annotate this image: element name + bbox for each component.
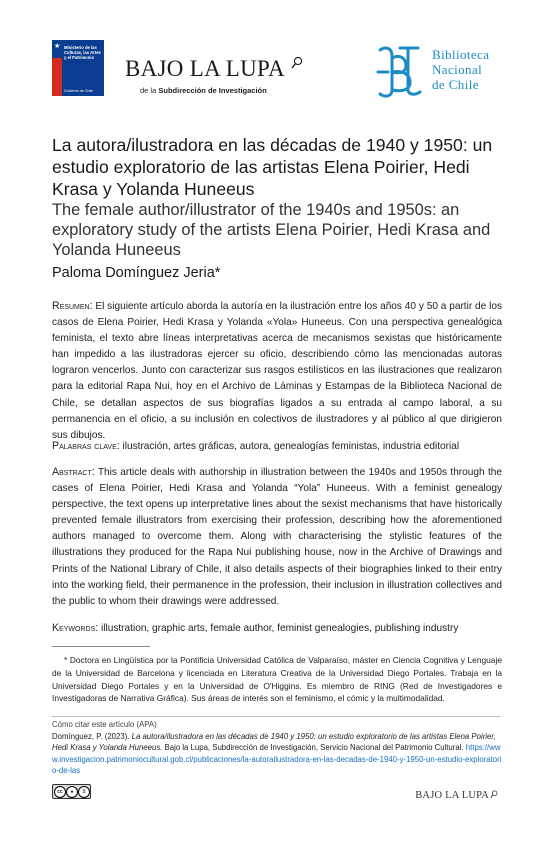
citation-block — [52, 719, 502, 777]
palabras-clave-paragraph — [52, 438, 502, 455]
resumen-text: El siguiente artículo aborda la autoría en la ilustración entre los años 40 y 50 a partir de los casos de Elena Poirier, Hedi Krasa y Yolanda «Yola» Huneeus. Con una perspectiva genealógica feminista, el texto abre líneas interpretativas acerca de mecanismos sexistas que históricamente han impedido a las ilustradoras ejercer su oficio, describiendo cómo las mencionadas autoras lograron vencerlos. Junto con caracterizar sus rasgos estilísticos en las ilustraciones que realizaron para la editorial Rapa Nui, hoy en el Archivo de Láminas y Estampas de la Biblioteca Nacional de Chile, se detallan aspectos de sus biografías ligados a su entrada al campo laboral, a su permanencia en el oficio, a su inclusión en colectivos de ilustradores y al público al que dirigieron sus dibujos. — [52, 301, 502, 441]
citation-title: La autora/ilustradora en las décadas de 1940 y 1950: un estudio exploratorio de las artistas Elena Poirier, Hedi Krasa y Yolanda Huneeus. — [52, 731, 496, 752]
citation-label: Cómo citar este artículo (APA) — [52, 720, 157, 729]
biblioteca-nacional-monogram-icon — [372, 44, 426, 100]
author-footnote: * Doctora en Lingüística por la Pontificia Universidad Católica de Valparaíso, máster en Ciencia Cognitiva y Lenguaje de la Universidad de Barcelona y licenciada en Literatura Creativa de la Universidad Diego Portales. Trabaja en la Universidad Diego Portales y en la Universidad de O'Higgins. Es miembro de RING (Red de Investigadores e Investigadoras de Narrativa Gráfica). Sus áreas de interés son el feminismo, el cómic y la multimodalidad. — [52, 655, 502, 704]
citation-author-year: Domínguez, P. (2023). — [52, 731, 132, 741]
citation-link[interactable]: https://www.investigacion.patrimoniocultural.gob.cl/publicaciones/la-autorailustradora-en-las-decadas-de-1940-y-1950-un-estudio-exploratorio-de-las — [52, 743, 502, 775]
footnote-divider — [52, 646, 150, 647]
resumen-label: Resumen: — [52, 300, 93, 312]
abstract-label: Abstract: — [52, 466, 95, 478]
bajo-la-lupa-logo — [125, 56, 303, 82]
bn-line-3: de Chile — [432, 77, 479, 92]
abstract-paragraph — [52, 464, 502, 610]
footer-magnifier-icon — [490, 790, 498, 799]
ministry-box — [62, 40, 104, 96]
creative-commons-badge[interactable] — [52, 784, 91, 799]
footer-brand-text: BAJO LA LUPA — [415, 790, 489, 801]
bn-line-2: Nacional — [432, 62, 483, 77]
footer-brand — [415, 790, 498, 801]
by-icon: ● — [66, 786, 78, 798]
keywords-text: illustration, graphic arts, female author, feminist genealogies, publishing industry — [98, 623, 459, 634]
magnifier-icon — [291, 56, 303, 70]
ministry-logo-text: Ministerio de las Culturas, las Artes y el Patrimonio — [64, 45, 101, 60]
abstract-text: This article deals with authorship in illustration between the 1940s and 1950s through the cases of Elena Poirier, Hedi Krasa and Yolanda “Yola” Huneeus. With a feminist genealogy perspective, the text opens up interpretative lines about the sexist mechanisms that have historically prevented female illustrators from exercising their profession, describing how the aforementioned authors managed to overcome them. Along with characterising the stylistic features of the illustrations they produced for the Rapa Nui publishing house, now in the Archive of Drawings and Prints of the National Library of Chile, it also details aspects of their biographies linked to their entry into the working field, their permanence in the profession, their inclusion in illustration collectives and the public to whom their drawings were addressed. — [52, 467, 502, 607]
lupa-subtitle — [140, 86, 267, 95]
cc-icon: cc — [54, 786, 66, 798]
ministry-logo — [52, 40, 104, 96]
ministry-logo-footer: Gobierno de Chile — [64, 89, 93, 93]
star-icon: ★ — [54, 43, 61, 50]
bajo-la-lupa-title: BAJO LA LUPA — [125, 56, 284, 81]
keywords-label: Keywords: — [52, 622, 99, 634]
resumen-paragraph — [52, 298, 502, 444]
lupa-sub-bold: Subdirección de Investigación — [158, 86, 267, 95]
keywords-paragraph — [52, 620, 502, 637]
citation-publisher: Bajo la Lupa, Subdirección de Investigación, Servicio Nacional del Patrimonio Cultural. — [162, 743, 466, 752]
lupa-sub-prefix: de la — [140, 86, 159, 95]
palabras-clave-text: ilustración, artes gráficas, autora, genealogías feministas, industria editorial — [119, 441, 460, 452]
author-name: Paloma Domínguez Jeria* — [52, 265, 221, 281]
title-spanish: La autora/ilustradora en las décadas de 1940 y 1950: un estudio exploratorio de las artistas Elena Poirier, Hedi Krasa y Yolanda Huneeus — [52, 135, 493, 199]
citation-text — [52, 731, 502, 777]
nc-icon: $ — [78, 786, 90, 798]
citation-divider — [52, 716, 500, 717]
biblioteca-nacional-name — [432, 47, 489, 92]
bn-line-1: Biblioteca — [432, 47, 490, 62]
title-english: The female author/illustrator of the 1940s and 1950s: an exploratory study of the artists Elena Poirier, Hedi Krasa and Yolanda Huneeus — [52, 201, 491, 259]
palabras-clave-label: Palabras clave: — [52, 440, 120, 452]
